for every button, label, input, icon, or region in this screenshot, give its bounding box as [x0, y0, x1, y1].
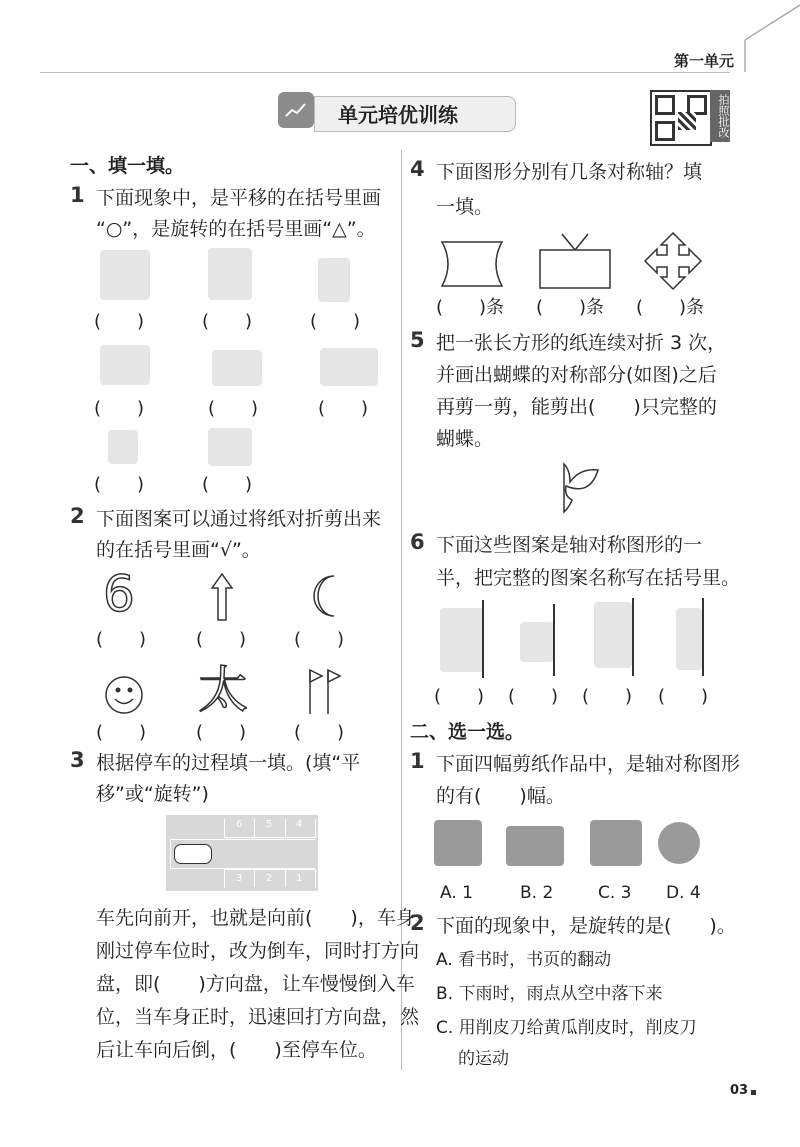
books-image — [212, 350, 262, 386]
s2-q2-option-a[interactable]: A. 看书时，书页的翻动 — [436, 950, 612, 970]
q3-para-3: 盘，即( )方向盘，让车慢慢倒入车 — [96, 973, 415, 995]
q2-blank-1[interactable]: ( ) — [96, 629, 147, 650]
q2-blank-3[interactable]: ( ) — [294, 629, 345, 650]
section2-title: 二、选一选。 — [410, 721, 525, 743]
q2-line2: 的在括号里画“√”。 — [96, 539, 261, 561]
scissors-image — [108, 430, 138, 464]
dress-axis — [702, 598, 704, 676]
q3-para-4: 位，当车身正时，迅速回打方向盘，然 — [96, 1006, 420, 1028]
q1-blank-4[interactable]: ( ) — [94, 398, 145, 419]
s2-q1-line2: 的有( )幅。 — [436, 785, 565, 807]
papercut-animal-image — [434, 820, 482, 866]
glyph-six: 6 — [103, 565, 135, 623]
q4-line1: 下面图形分别有几条对称轴？填 — [436, 161, 703, 183]
smiley-icon — [104, 675, 144, 715]
leaf-half-image — [440, 608, 484, 672]
glyph-tai: 太 — [198, 661, 248, 719]
q6-blank-4[interactable]: ( ) — [658, 686, 709, 707]
papercut-birds-image — [506, 826, 564, 866]
plane-half-image — [520, 622, 554, 662]
s2-q2-line1: 下面的现象中，是旋转的是( )。 — [436, 915, 736, 937]
s2-q2-option-b[interactable]: B. 下雨时，雨点从空中落下来 — [436, 984, 663, 1004]
q6-blank-1[interactable]: ( ) — [434, 686, 485, 707]
s2-q1-option-b[interactable]: B. 2 — [520, 883, 554, 903]
flags-icon — [302, 666, 342, 716]
slot-4: 4 — [296, 819, 303, 830]
papercut-flower-image — [590, 820, 642, 866]
q5-line4: 蝴蝶。 — [436, 428, 494, 450]
s2-q1-option-c[interactable]: C. 3 — [598, 883, 632, 903]
butterfly-half-icon — [560, 460, 604, 516]
q2-blank-2[interactable]: ( ) — [196, 629, 247, 650]
arrow-up-icon — [210, 572, 234, 622]
rocket-image — [318, 258, 350, 302]
slot-1: 1 — [296, 873, 303, 884]
q5-line2: 并画出蝴蝶的对称部分(如图)之后 — [436, 364, 717, 386]
q3-para-5: 后让车向后倒，( )至停车位。 — [96, 1039, 377, 1061]
s2-q1-number: 1 — [410, 749, 425, 773]
s2-q1-line1: 下面四幅剪纸作品中，是轴对称图形 — [436, 753, 741, 775]
trend-icon — [284, 98, 308, 122]
q1-blank-2[interactable]: ( ) — [202, 311, 253, 332]
q1-blank-5[interactable]: ( ) — [208, 398, 259, 419]
slot-3: 3 — [236, 873, 243, 884]
car-icon — [174, 844, 212, 864]
q6-number: 6 — [410, 530, 425, 554]
q1-blank-7[interactable]: ( ) — [94, 474, 145, 495]
banner-title: 单元培优训练 — [338, 103, 458, 127]
parking-diagram — [166, 815, 318, 891]
dress-half-image — [676, 608, 702, 670]
papercut-wheel-image — [658, 822, 700, 864]
s2-q2-number: 2 — [410, 911, 425, 935]
bus-axis — [632, 598, 634, 676]
skier-image — [100, 250, 150, 300]
section1-title: 一、填一填。 — [70, 155, 185, 177]
q4-blank-2[interactable]: ( )条 — [536, 297, 605, 318]
moon-icon — [308, 572, 344, 620]
q5-line3: 再剪一剪，能剪出( )只完整的 — [436, 396, 717, 418]
q4-blank-1[interactable]: ( )条 — [436, 297, 505, 318]
plane-axis — [553, 604, 555, 676]
page-number-marker — [751, 1090, 756, 1095]
qr-label: 拍照批改 — [710, 90, 730, 142]
qr-code[interactable] — [650, 90, 712, 146]
corner-decoration — [740, 0, 800, 75]
q4-blank-3[interactable]: ( )条 — [636, 297, 705, 318]
s2-q2-option-c-line2: 的运动 — [458, 1049, 509, 1069]
q1-blank-8[interactable]: ( ) — [202, 474, 253, 495]
q6-blank-3[interactable]: ( ) — [582, 686, 633, 707]
q3-number: 3 — [70, 748, 85, 772]
washer-image — [208, 428, 252, 466]
q2-blank-4[interactable]: ( ) — [96, 722, 147, 743]
slot-6: 6 — [236, 819, 243, 830]
q6-line2: 半，把完整的图案名称写在括号里。 — [436, 567, 741, 589]
q3-para-2: 刚过停车位时，改为倒车，同时打方向 — [96, 940, 420, 962]
q2-blank-5[interactable]: ( ) — [196, 722, 247, 743]
q2-blank-6[interactable]: ( ) — [294, 722, 345, 743]
q1-number: 1 — [70, 183, 85, 207]
q1-blank-6[interactable]: ( ) — [318, 398, 369, 419]
tv-shape — [538, 230, 612, 290]
q1-line1: 下面现象中，是平移的在括号里画 — [96, 187, 382, 209]
q4-line2: 一填。 — [436, 196, 494, 218]
bowtie-shape — [440, 240, 504, 288]
s2-q1-option-a[interactable]: A. 1 — [440, 883, 473, 903]
arrows-shape — [643, 231, 703, 291]
header-rule — [40, 72, 730, 73]
q5-line1: 把一张长方形的纸连续对折 3 次， — [436, 332, 727, 354]
reader-image — [100, 345, 150, 385]
windmill-image — [208, 248, 252, 300]
leaf-axis — [482, 600, 484, 678]
s2-q2-option-c-line1[interactable]: C. 用削皮刀给黄瓜削皮时，削皮刀 — [436, 1018, 697, 1038]
q2-line1: 下面图案可以通过将纸对折剪出来 — [96, 508, 382, 530]
s2-q1-option-d[interactable]: D. 4 — [666, 883, 701, 903]
unit-label: 第一单元 — [674, 52, 735, 70]
page-number: 03 — [730, 1083, 749, 1098]
slot-2: 2 — [266, 873, 273, 884]
q1-blank-1[interactable]: ( ) — [94, 311, 145, 332]
q1-line2: “○”，是旋转的在括号里画“△”。 — [96, 218, 376, 240]
q1-blank-3[interactable]: ( ) — [310, 311, 361, 332]
q3-line1: 根据停车的过程填一填。(填“平 — [96, 752, 361, 774]
slot-5: 5 — [266, 819, 273, 830]
q6-blank-2[interactable]: ( ) — [508, 686, 559, 707]
seesaw-image — [320, 348, 378, 386]
bus-half-image — [594, 602, 632, 668]
q3-line2: 移”或“旋转”) — [96, 783, 209, 805]
q3-para-1: 车先向前开，也就是向前( )，车身 — [96, 907, 415, 929]
q4-number: 4 — [410, 157, 425, 181]
q6-line1: 下面这些图案是轴对称图形的一 — [436, 534, 703, 556]
banner — [278, 92, 518, 134]
q5-number: 5 — [410, 328, 425, 352]
q2-number: 2 — [70, 504, 85, 528]
